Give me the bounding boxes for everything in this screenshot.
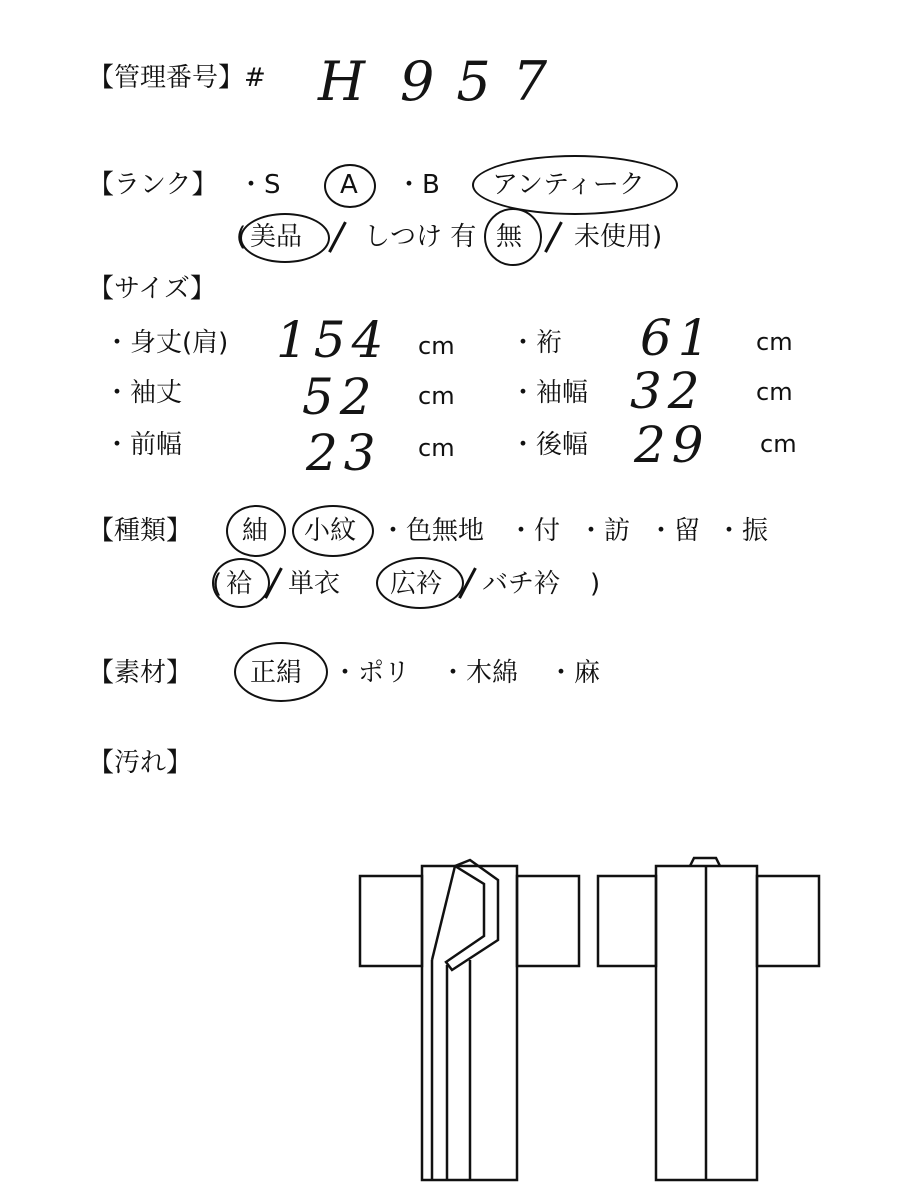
type-option-furi: ・振 (716, 516, 769, 546)
type-option-tome: ・留 (648, 516, 701, 546)
front-left-sleeve (360, 876, 422, 966)
material-option-silk: 正絹 (250, 658, 303, 688)
rank-option-b: ・B (396, 170, 440, 200)
size-yuki-label: ・裄 (510, 328, 563, 358)
size-mitake-value: 154 (276, 311, 390, 369)
material-label: 【素材】 (88, 658, 193, 688)
material-option-poly: ・ポリ (332, 658, 411, 688)
size-ushirohaba-label: ・後幅 (510, 430, 589, 460)
type-option-komon: 小紋 (304, 516, 357, 546)
size-maehaba-label: ・前幅 (104, 430, 183, 460)
size-ushirohaba-unit: cm (760, 430, 797, 458)
front-right-sleeve (517, 876, 579, 966)
size-mitake-unit: cm (418, 332, 455, 360)
management-number-digits: 957 (400, 50, 570, 113)
kimono-front-view (360, 860, 579, 1180)
size-sodehaba-value: 32 (630, 362, 706, 420)
rank-option-a: A (340, 170, 358, 200)
type-paren-close: ) (590, 569, 601, 599)
type-collar-bachi: バチ衿 (482, 569, 561, 599)
size-sodetake-value: 52 (302, 368, 378, 426)
rank-condition: 美品 (250, 222, 303, 252)
back-left-sleeve (598, 876, 656, 966)
size-sodetake-unit: cm (418, 382, 455, 410)
rank-label: 【ランク】 (88, 170, 218, 200)
rank-shitsuke-label: しつけ 有 (364, 222, 477, 252)
material-option-linen: ・麻 (548, 658, 601, 688)
front-collar-edge (432, 866, 455, 960)
type-lined: 袷 (226, 569, 253, 599)
size-sodehaba-label: ・袖幅 (510, 378, 589, 408)
type-option-iromuji: ・色無地 (380, 516, 485, 546)
stain-label: 【汚れ】 (88, 748, 193, 778)
type-collar-wide: 広衿 (390, 569, 443, 599)
size-sodehaba-unit: cm (756, 378, 793, 406)
front-collar (446, 860, 498, 970)
rank-paren-open: ( (236, 222, 247, 252)
type-option-homon: ・訪 (578, 516, 631, 546)
management-number-letter: H (318, 50, 388, 113)
kimono-back-view (598, 858, 819, 1180)
type-paren-open: ( (212, 569, 223, 599)
type-option-tsuke: ・付 (508, 516, 561, 546)
back-right-sleeve (757, 876, 819, 966)
size-maehaba-unit: cm (418, 434, 455, 462)
material-option-cotton: ・木綿 (440, 658, 519, 688)
type-label: 【種類】 (88, 516, 193, 546)
size-ushirohaba-value: 29 (634, 416, 710, 474)
size-maehaba-value: 23 (306, 424, 382, 482)
type-option-tsumugi: 紬 (242, 516, 269, 546)
type-unlined: 単衣 (288, 569, 341, 599)
size-sodetake-label: ・袖丈 (104, 378, 183, 408)
size-label: 【サイズ】 (88, 274, 216, 304)
rank-option-s: ・S (238, 170, 281, 200)
rank-option-antique: アンティーク (492, 170, 645, 200)
management-number-label: 【管理番号】# (88, 63, 266, 93)
rank-unused: 未使用) (574, 222, 663, 252)
rank-shitsuke-value: 無 (496, 222, 523, 252)
size-mitake-label: ・身丈(肩) (104, 328, 229, 358)
size-yuki-value: 61 (640, 309, 716, 367)
size-yuki-unit: cm (756, 328, 793, 356)
